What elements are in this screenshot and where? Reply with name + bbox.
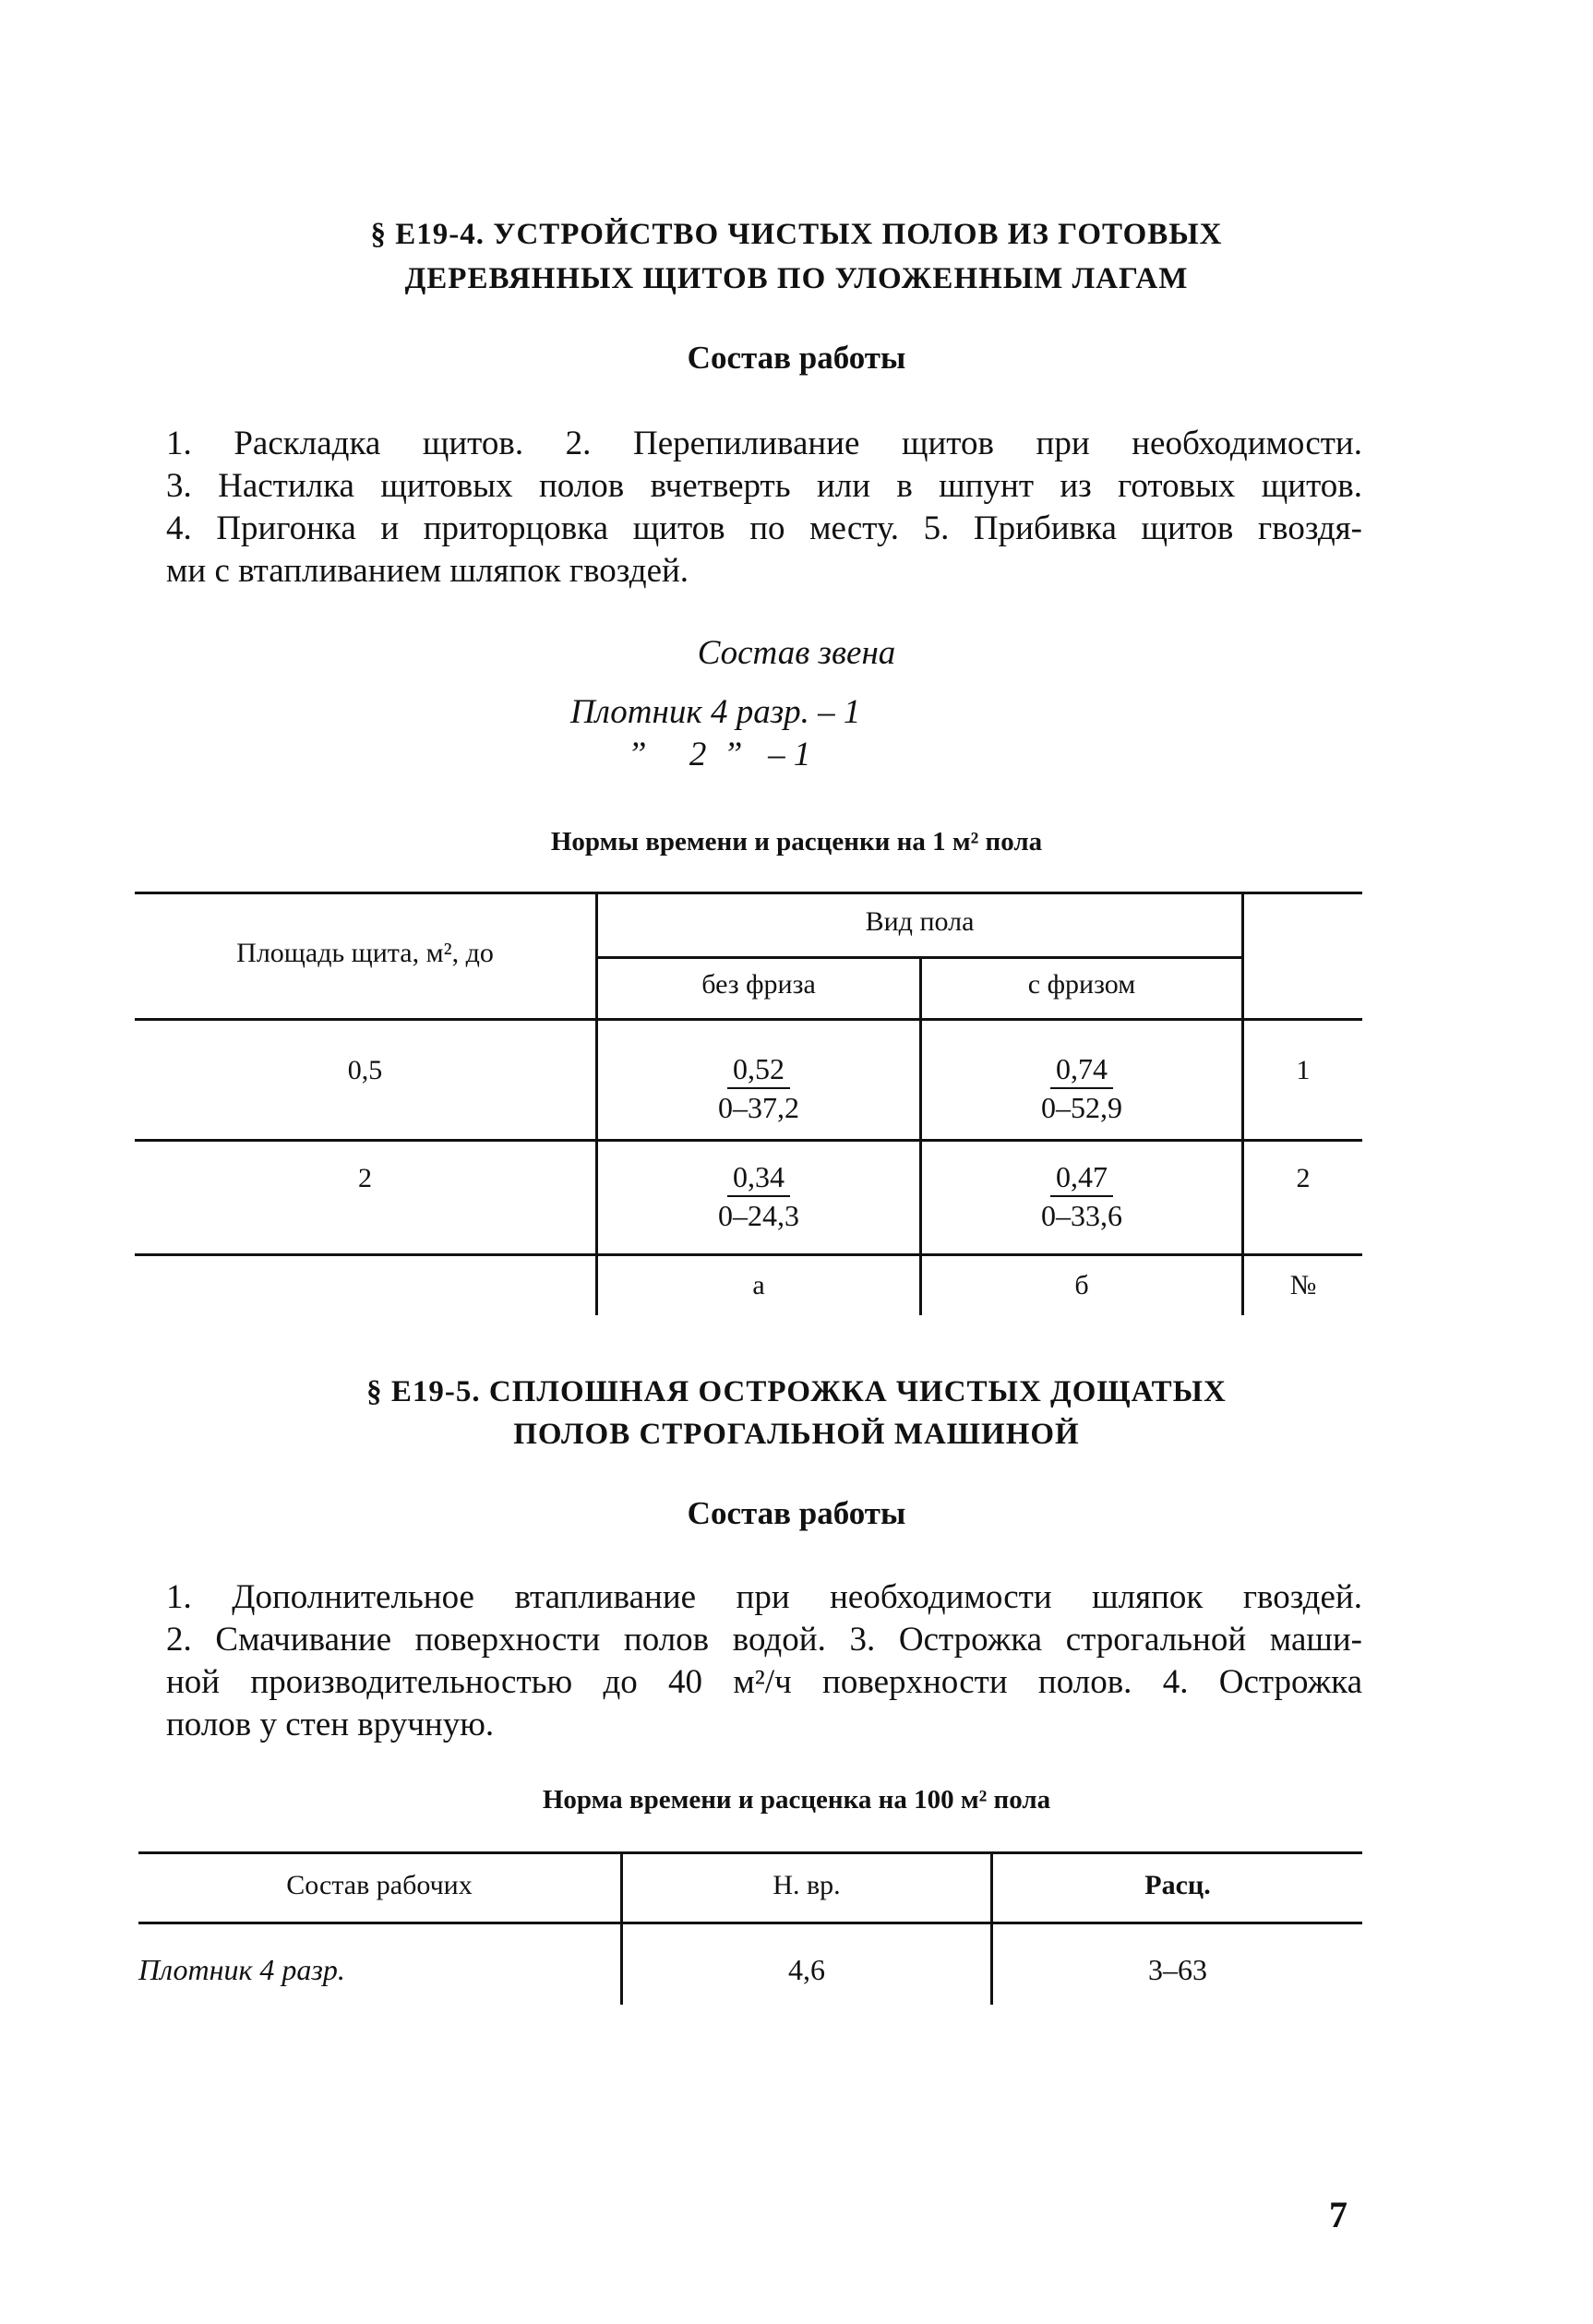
col-header-no-frieze: без фриза	[701, 969, 816, 1000]
table-rule	[919, 956, 922, 1315]
norm-value: 0,52	[727, 1050, 790, 1089]
page-number: 7	[1329, 2194, 1347, 2235]
row2-with-frieze-value	[922, 1158, 1241, 1234]
col-header-workers: Состав рабочих	[286, 1870, 473, 1900]
table-rule	[135, 892, 1362, 894]
row-norm: 4,6	[788, 1953, 825, 1986]
table1-caption: Нормы времени и расценки на 1 м² пола	[550, 827, 1043, 857]
row2-no-frieze-value	[598, 1158, 919, 1234]
table-rule	[135, 1253, 1362, 1256]
row1-number: 1	[1296, 1055, 1311, 1085]
section1-work-paragraph	[166, 423, 1362, 593]
table-rule	[138, 1851, 1362, 1854]
rate-value: 0–52,9	[1041, 1091, 1122, 1124]
crew-line-1: Плотник 4 разр. – 1	[570, 693, 861, 731]
footer-number-sign: №	[1289, 1270, 1317, 1300]
row2-number: 2	[1296, 1163, 1311, 1193]
norm-value: 0,34	[727, 1158, 790, 1197]
table2-caption: Норма времени и расценка на 100 м² пола	[542, 1785, 1051, 1815]
rate-value: 0–37,2	[718, 1091, 799, 1124]
section1-heading-line1: § Е19-4. УСТРОЙСТВО ЧИСТЫХ ПОЛОВ ИЗ ГОТОВЫХ	[370, 218, 1223, 251]
paragraph-line: ми с втапливанием шляпок гвоздей.	[166, 552, 689, 590]
footer-col-b: б	[1074, 1270, 1089, 1300]
row2-area: 2	[358, 1163, 372, 1193]
paragraph-line: 3. Настилка щитовых полов вчетверть или в шпунт из готовых щитов.	[166, 467, 1362, 505]
table-rule	[135, 1139, 1362, 1142]
table-rule	[595, 956, 1241, 959]
paragraph-line: 2. Смачивание поверхности полов водой. 3. Острожка строгальной маши-	[166, 1621, 1362, 1659]
norm-value: 0,47	[1050, 1158, 1113, 1197]
norm-value: 0,74	[1050, 1050, 1113, 1089]
row1-with-frieze-value	[922, 1050, 1241, 1126]
footer-col-a: а	[752, 1270, 765, 1300]
col-header-floor-type: Вид пола	[865, 906, 975, 937]
paragraph-line: 1. Раскладка щитов. 2. Перепиливание щитов при необходимости.	[166, 425, 1362, 462]
paragraph-line: полов у стен вручную.	[166, 1706, 495, 1743]
paragraph-line: 4. Пригонка и приторцовка щитов по месту. 5. Прибивка щитов гвоздя-	[166, 509, 1362, 547]
section2-heading-line1: § Е19-5. СПЛОШНАЯ ОСТРОЖКА ЧИСТЫХ ДОЩАТЫХ	[366, 1375, 1227, 1408]
col-header-with-frieze: с фризом	[1027, 969, 1136, 1000]
paragraph-line: ной производительностью до 40 м²/ч поверхности полов. 4. Острожка	[166, 1663, 1362, 1701]
section1-heading-line2: ДЕРЕВЯННЫХ ЩИТОВ ПО УЛОЖЕННЫМ ЛАГАМ	[404, 262, 1189, 295]
row-workers: Плотник 4 разр.	[138, 1953, 345, 1986]
section2-work-paragraph	[166, 1576, 1362, 1746]
table-rule	[135, 1018, 1362, 1021]
col-header-area-label: Площадь щита, м², до	[236, 938, 494, 968]
table-rule	[1241, 892, 1244, 1315]
section1-work-title: Состав работы	[687, 340, 906, 376]
col-header-area	[135, 938, 595, 969]
row-rate: 3–63	[1148, 1953, 1207, 1986]
section2-heading-line2: ПОЛОВ СТРОГАЛЬНОЙ МАШИНОЙ	[513, 1418, 1080, 1451]
rate-value: 0–24,3	[718, 1199, 799, 1232]
col-header-rate: Расц.	[1144, 1870, 1211, 1900]
crew-line-2: ” 2 ” – 1	[628, 736, 811, 773]
row1-no-frieze-value	[598, 1050, 919, 1126]
table-rule	[138, 1922, 1362, 1924]
crew-title: Состав звена	[697, 634, 896, 672]
rate-value: 0–33,6	[1041, 1199, 1122, 1232]
col-header-norm: Н. вр.	[773, 1870, 841, 1900]
row1-area: 0,5	[347, 1055, 383, 1085]
paragraph-line: 1. Дополнительное втапливание при необходимости шляпок гвоздей.	[166, 1578, 1362, 1616]
section2-work-title: Состав работы	[687, 1495, 906, 1531]
